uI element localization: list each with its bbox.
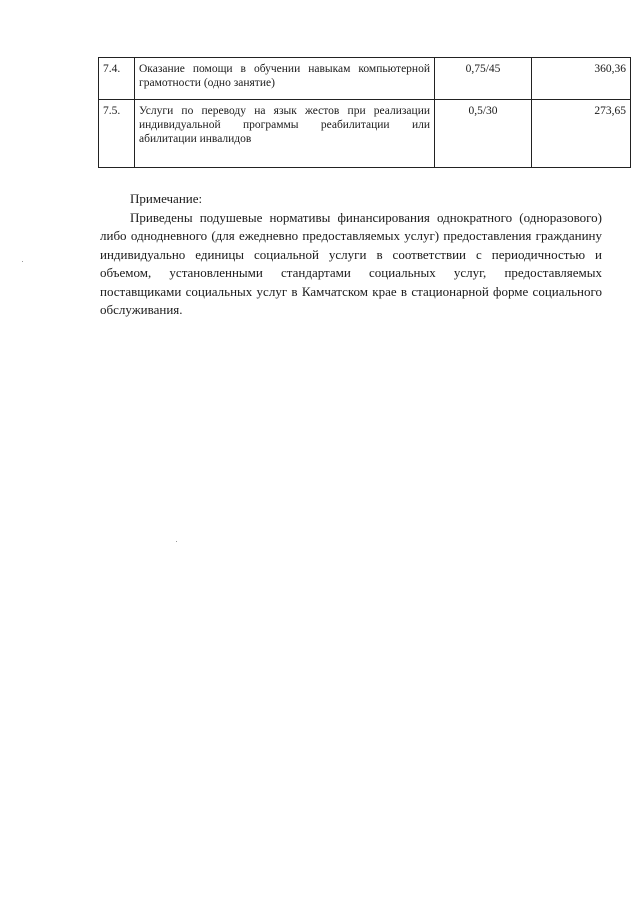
service-price: 273,65 (532, 100, 631, 168)
scan-speck (176, 541, 177, 542)
table-row (99, 58, 631, 100)
note-body: Приведены подушевые нормативы финансирования однократного (одноразового) либо однодневного (для ежедневно предоставляемых услуг) предоставления гражданину индивидуально единицы социальной услуги в соответствии с периодичностью и объемом, установленными стандартами социальных услуг, предоставляемых поставщиками социальных услуг в Камчатском крае в стационарной форме социального обслуживания. (100, 209, 602, 317)
service-name: Услуги по переводу на язык жестов при реализации индивидуальной программы реабилитации или абилитации инвалидов (135, 100, 435, 168)
scan-speck (22, 261, 23, 262)
note-section (100, 190, 602, 320)
note-title: Примечание: (130, 191, 203, 206)
table-row (99, 100, 631, 168)
service-price: 360,36 (532, 58, 631, 100)
row-number: 7.4. (99, 58, 135, 100)
service-name: Оказание помощи в обучении навыкам компьютерной грамотности (одно занятие) (135, 58, 435, 100)
service-norm: 0,5/30 (435, 100, 532, 168)
service-norm: 0,75/45 (435, 58, 532, 100)
services-table (98, 57, 631, 168)
row-number: 7.5. (99, 100, 135, 168)
